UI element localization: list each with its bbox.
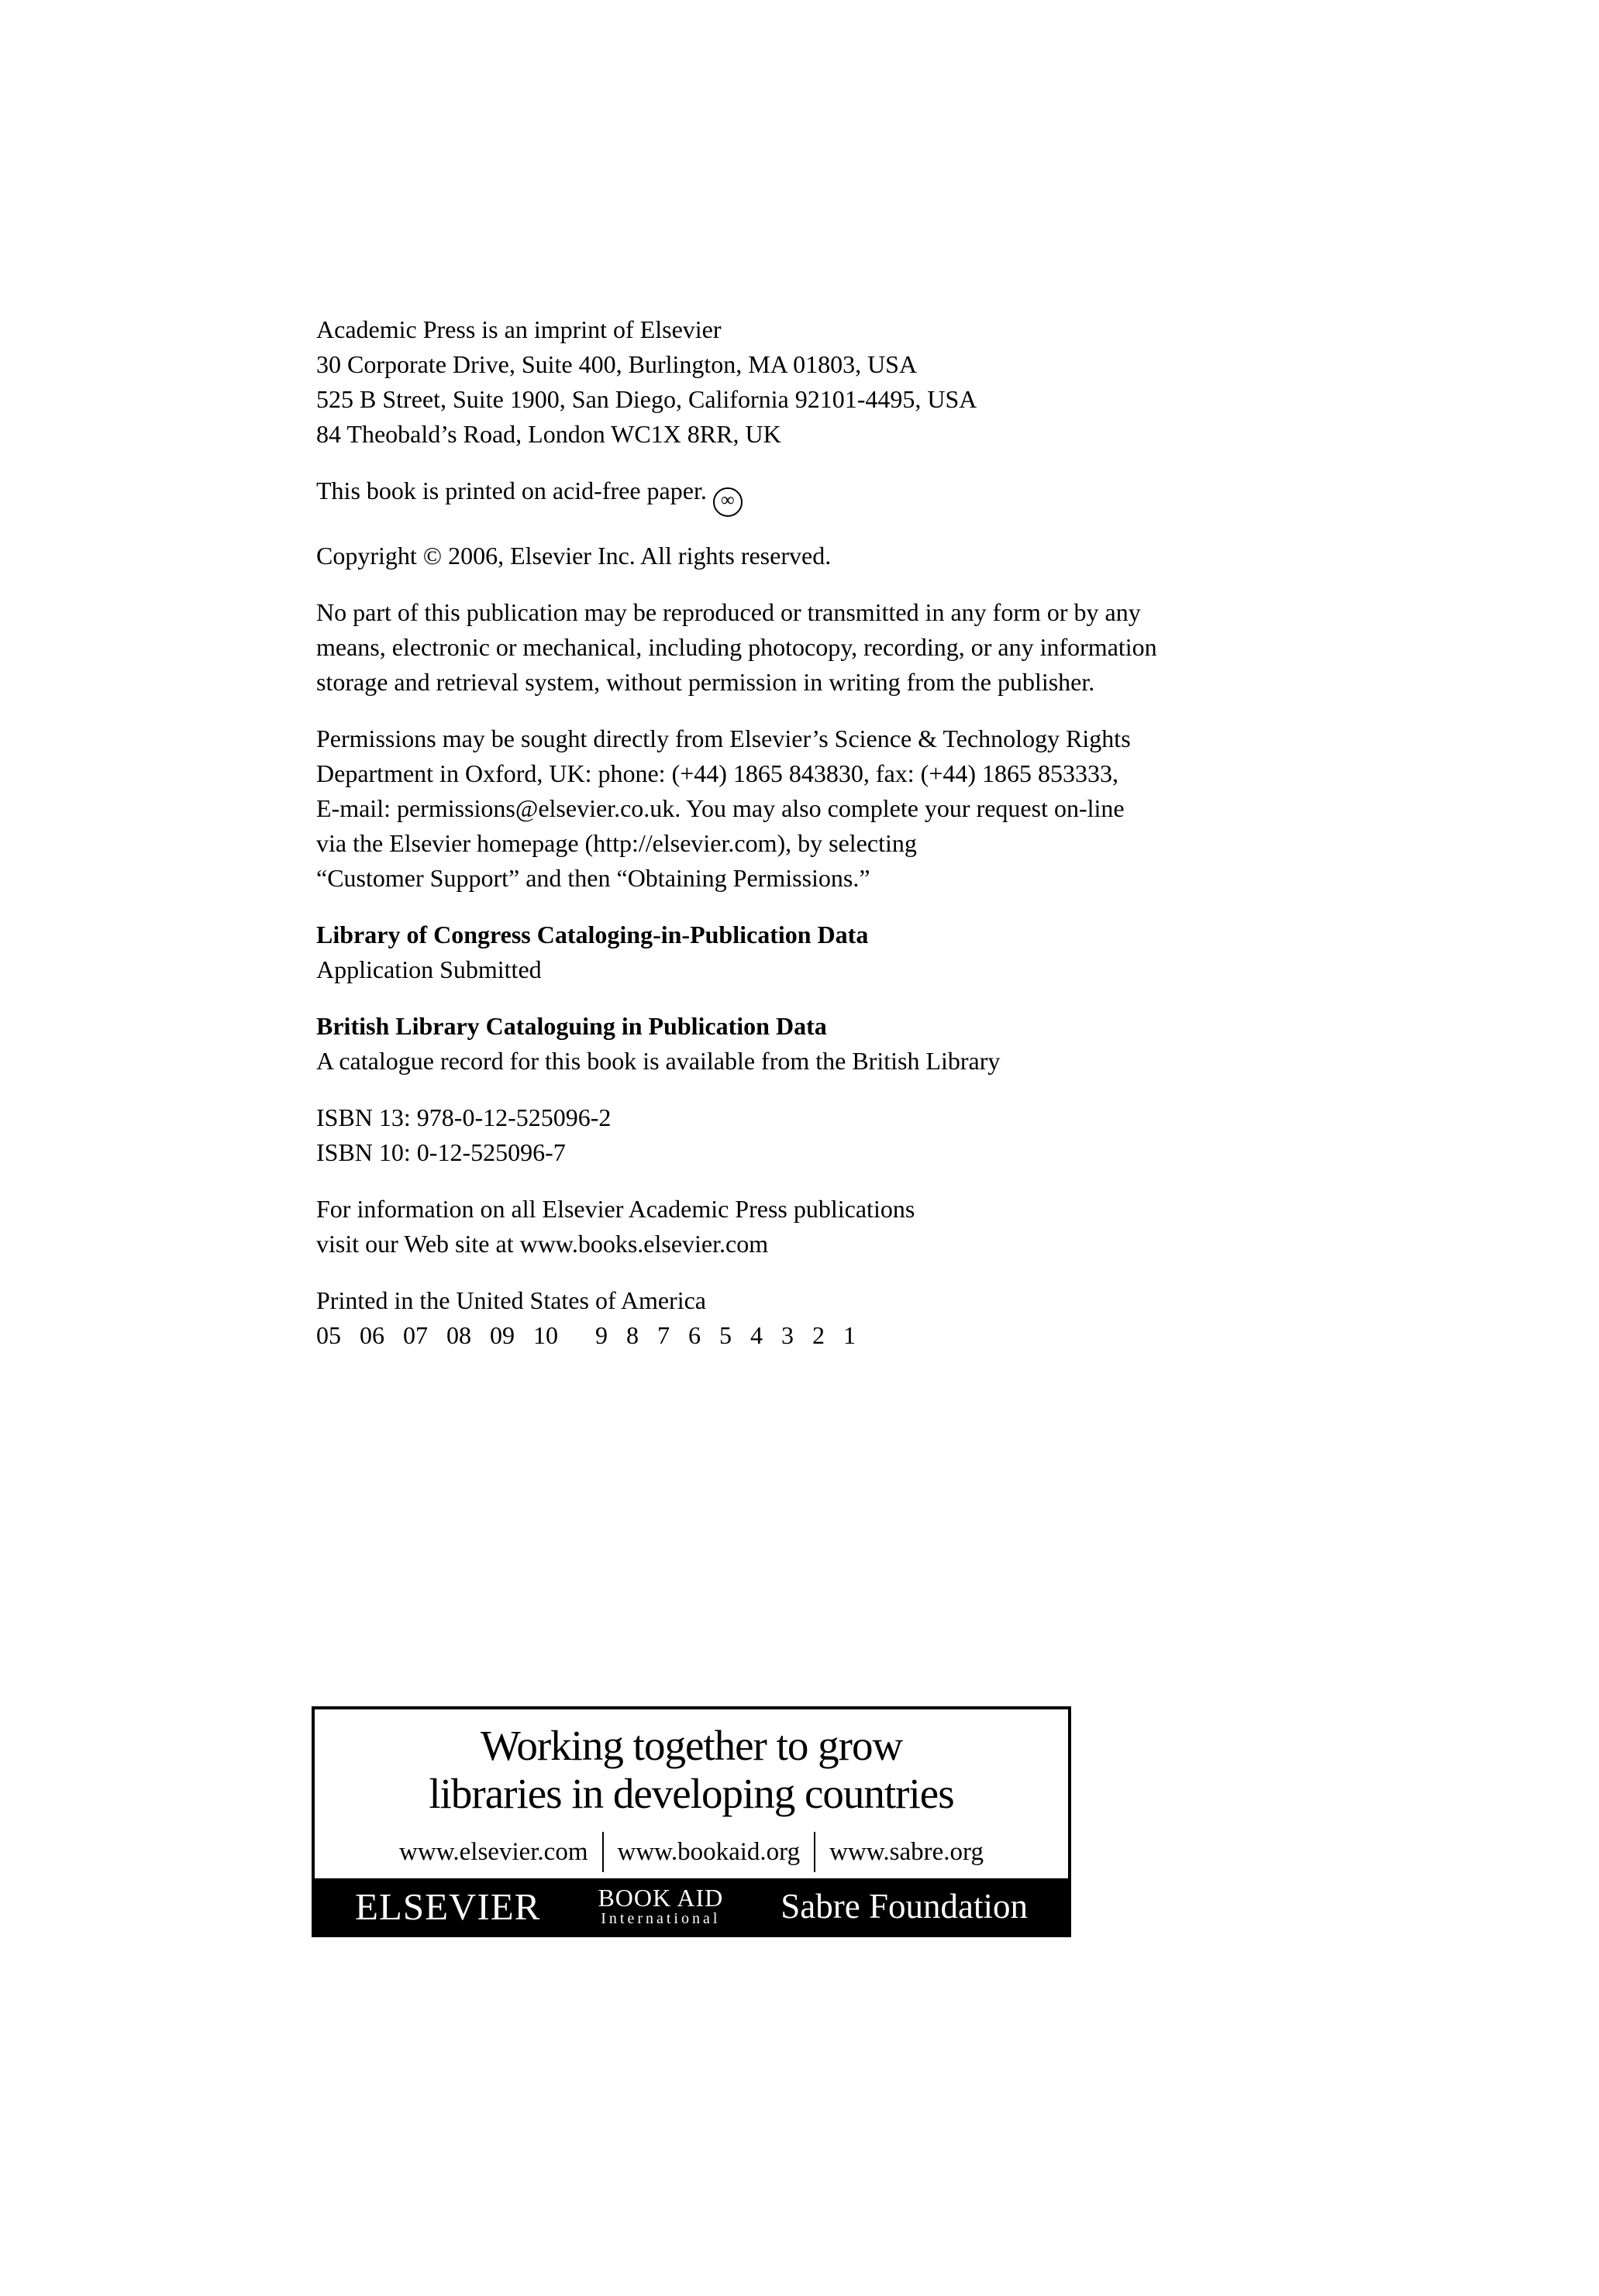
permissions-line: E-mail: permissions@elsevier.co.uk. You may also complete your request on-line: [316, 794, 1125, 822]
permissions-line: via the Elsevier homepage (http://elsevier.com), by selecting: [316, 829, 917, 857]
permissions-line: Department in Oxford, UK: phone: (+44) 1865 843830, fax: (+44) 1865 853333,: [316, 759, 1119, 787]
bookaid-logo-line1: BOOK AID: [598, 1884, 724, 1912]
printed-in-usa-line: Printed in the United States of America: [316, 1286, 706, 1314]
elsevier-logo: ELSEVIER: [355, 1885, 541, 1928]
copyright-line: Copyright © 2006, Elsevier Inc. All rights reserved.: [316, 542, 832, 570]
rights-line: means, electronic or mechanical, including photocopy, recording, or any information: [316, 633, 1157, 661]
rights-line: No part of this publication may be reproduced or transmitted in any form or by any: [316, 598, 1141, 626]
elsevier-url: www.elsevier.com: [399, 1837, 588, 1866]
sabre-url: www.sabre.org: [829, 1837, 984, 1866]
address-line-burlington: 30 Corporate Drive, Suite 400, Burlington, MA 01803, USA: [316, 350, 918, 378]
banner-headline: [315, 1722, 1068, 1818]
publications-info-block: [316, 1192, 1157, 1262]
printing-block: [316, 1283, 1157, 1353]
logo-bar: [315, 1878, 1068, 1934]
printing-numbers-line: 05 06 07 08 09 10 9 8 7 6 5 4 3 2 1: [316, 1321, 856, 1349]
banner-main-area: [315, 1709, 1068, 1872]
address-line-london: 84 Theobald’s Road, London WC1X 8RR, UK: [316, 420, 781, 448]
permissions-line: Permissions may be sought directly from Elsevier’s Science & Technology Rights: [316, 725, 1131, 752]
bookaid-banner: [312, 1706, 1071, 1937]
bookaid-logo-line2: International: [601, 1910, 721, 1927]
publications-info-line: For information on all Elsevier Academic Press publications: [316, 1195, 915, 1223]
acid-free-text: This book is printed on acid-free paper.: [316, 477, 707, 504]
imprint-line: Academic Press is an imprint of Elsevier: [316, 315, 722, 343]
address-line-san-diego: 525 B Street, Suite 1900, San Diego, California 92101-4495, USA: [316, 385, 977, 413]
copyright-notice: [316, 539, 1157, 573]
application-submitted-line: Application Submitted: [316, 955, 542, 983]
bookaid-logo: [598, 1885, 723, 1927]
catalogue-record-line: A catalogue record for this book is available from the British Library: [316, 1047, 1001, 1075]
rights-line: storage and retrieval system, without permission in writing from the publisher.: [316, 668, 1095, 696]
permanent-paper-infinity-icon: ∞: [713, 487, 743, 517]
library-of-congress-heading: Library of Congress Cataloging-in-Publication Data: [316, 921, 869, 948]
permissions-line: “Customer Support” and then “Obtaining Permissions.”: [316, 864, 870, 892]
isbn-block: [316, 1100, 1157, 1170]
permissions-paragraph: [316, 721, 1157, 896]
isbn-13-line: ISBN 13: 978-0-12-525096-2: [316, 1103, 612, 1131]
acid-free-paper-note: [316, 473, 1157, 517]
imprint-address-block: [316, 312, 1157, 452]
sabre-foundation-logo: Sabre Foundation: [781, 1887, 1028, 1926]
colophon-text-block: [316, 312, 1157, 1375]
british-library-block: [316, 1009, 1157, 1079]
banner-headline-line2: libraries in developing countries: [429, 1770, 954, 1817]
rights-reserved-paragraph: [316, 595, 1157, 700]
bookaid-url: www.bookaid.org: [617, 1837, 801, 1866]
british-library-heading: British Library Cataloguing in Publication Data: [316, 1012, 827, 1040]
banner-urls-row: [315, 1832, 1068, 1872]
library-of-congress-block: [316, 917, 1157, 987]
website-line: visit our Web site at www.books.elsevier.com: [316, 1230, 769, 1258]
isbn-10-line: ISBN 10: 0-12-525096-7: [316, 1138, 566, 1166]
banner-headline-line1: Working together to grow: [480, 1722, 903, 1769]
